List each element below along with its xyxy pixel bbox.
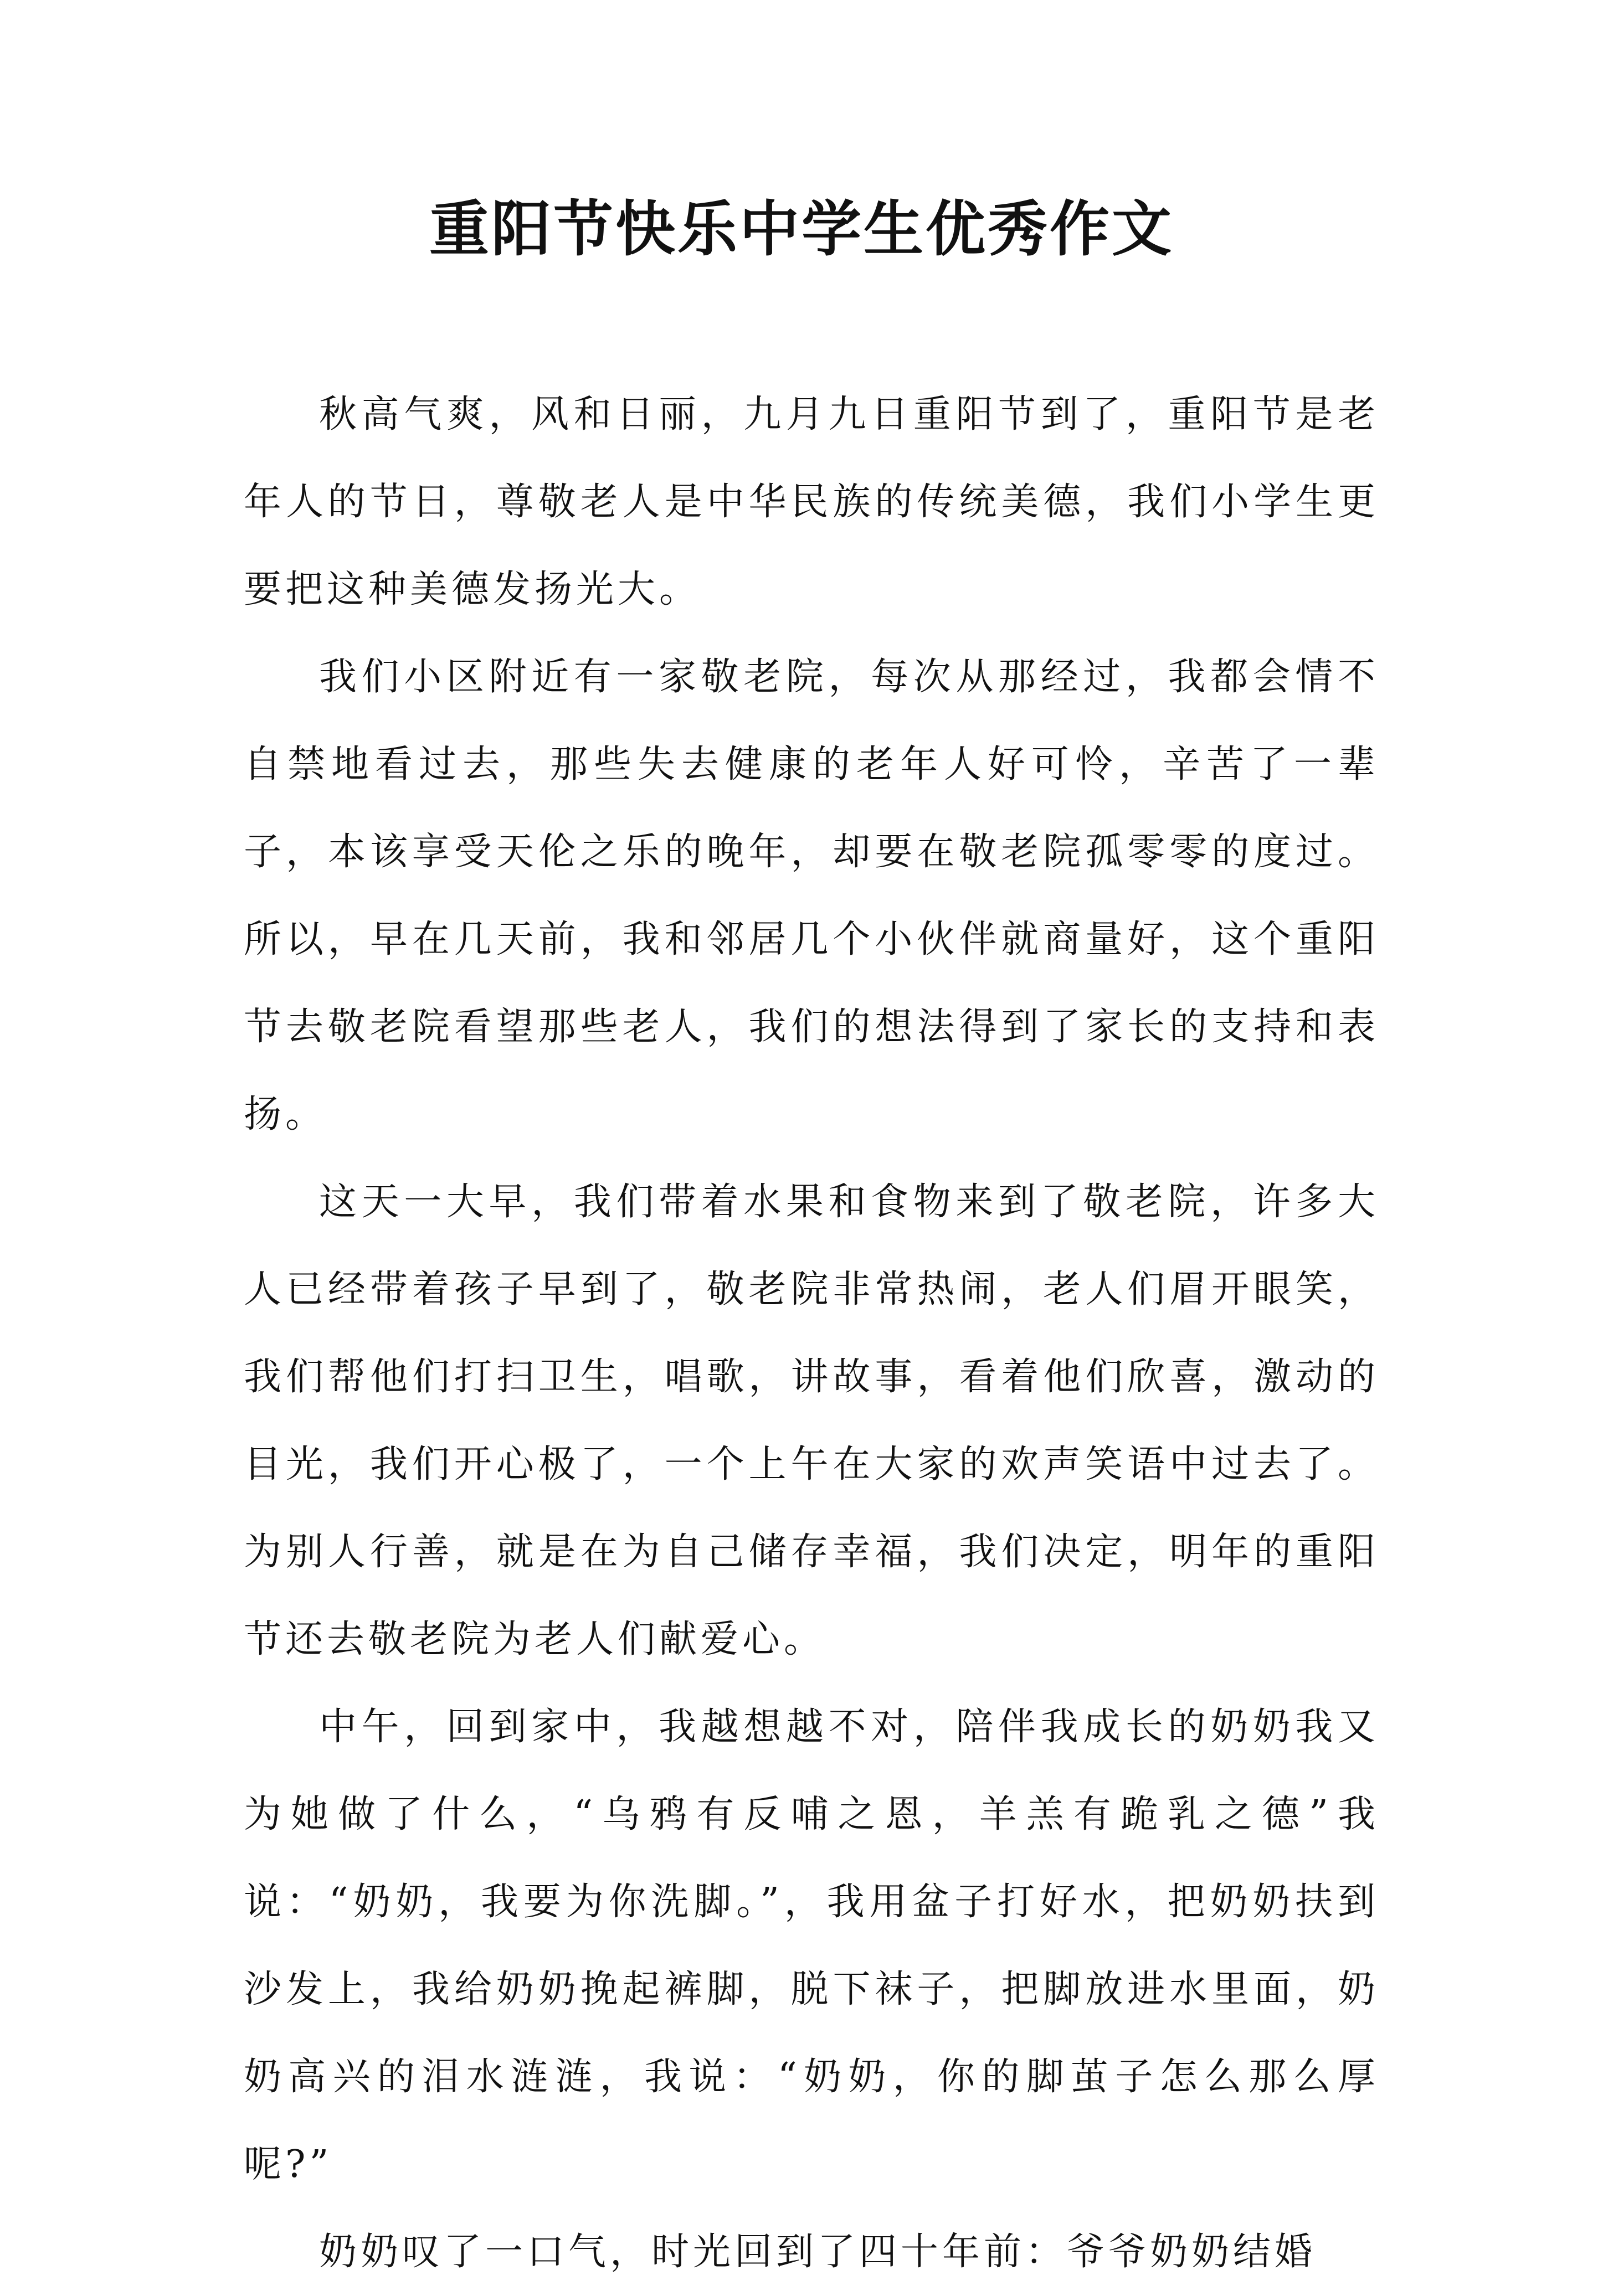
paragraph-4: 中午，回到家中，我越想越不对，陪伴我成长的奶奶我又为她做了什么，“乌鸦有反哺之恩，羊羔有跪乳之德”我说：“奶奶，我要为你洗脚。”，我用盆子打好水，把奶奶扶到沙发上，我给奶奶挽起裤脚，脱下袜子，把脚放进水里面，奶奶高兴的泪水涟涟，我说：“奶奶，你的脚茧子怎么那么厚呢?” [244, 1705, 1379, 2186]
essay-body [244, 371, 1379, 2296]
paragraph-1: 秋高气爽，风和日丽，九月九日重阳节到了，重阳节是老年人的节日，尊敬老人是中华民族的传统美德，我们小学生更要把这种美德发扬光大。 [244, 393, 1379, 611]
paragraph-5: 奶奶叹了一口气，时光回到了四十年前：爷爷奶奶结婚 [319, 2230, 1317, 2274]
page-title: 重阳节快乐中学生优秀作文 [429, 195, 1174, 264]
paragraph-3: 这天一大早，我们带着水果和食物来到了敬老院，许多大人已经带着孩子早到了，敬老院非常热闹，老人们眉开眼笑，我们帮他们打扫卫生，唱歌，讲故事，看着他们欣喜，激动的目光，我们开心极了，一个上午在大家的欢声笑语中过去了。为别人行善，就是在为自己储存幸福，我们决定，明年的重阳节还去敬老院为老人们献爱心。 [244, 1180, 1379, 1661]
paragraph-2: 我们小区附近有一家敬老院，每次从那经过，我都会情不自禁地看过去，那些失去健康的老年人好可怜，辛苦了一辈子，本该享受天伦之乐的晚年，却要在敬老院孤零零的度过。所以，早在几天前，我和邻居几个小伙伴就商量好，这个重阳节去敬老院看望那些老人，我们的想法得到了家长的支持和表扬。 [244, 655, 1379, 1136]
